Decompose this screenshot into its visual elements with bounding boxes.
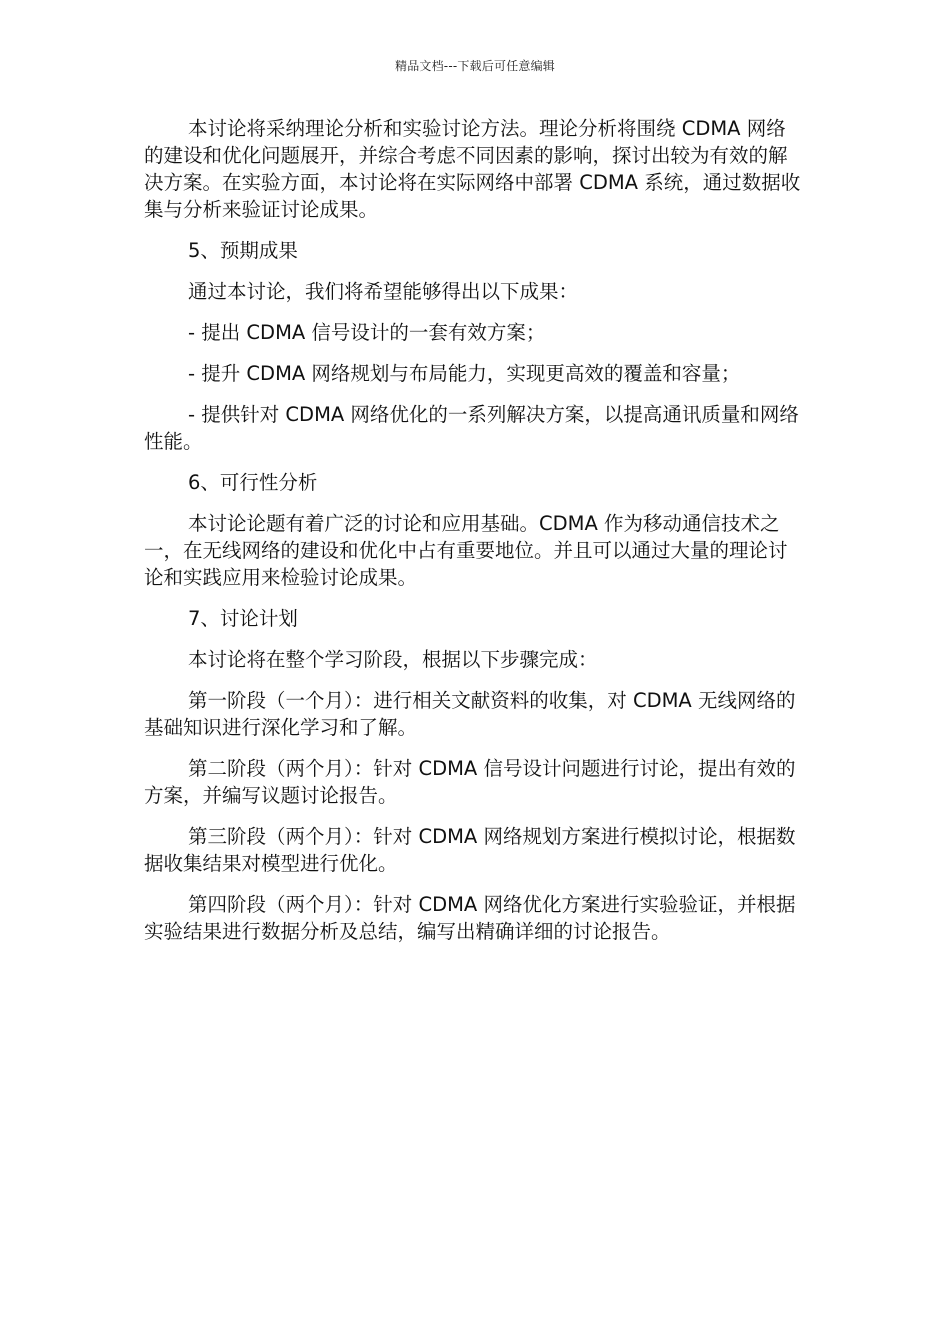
paragraph-results-intro: 通过本讨论，我们将希望能够得出以下成果： [188, 280, 579, 303]
plan-stage-3: 第三阶段（两个月）：针对 CDMA 网络规划方案进行模拟讨论，根据数据收集结果对模型进行优化。 [144, 825, 796, 875]
heading-feasibility: 6、可行性分析 [188, 471, 318, 494]
plan-stage-4: 第四阶段（两个月）：针对 CDMA 网络优化方案进行实验验证，并根据实验结果进行数据分析及总结，编写出精确详细的讨论报告。 [144, 893, 796, 943]
list-item-network-planning: - 提升 CDMA 网络规划与布局能力，实现更高效的覆盖和容量； [188, 362, 741, 385]
list-item-signal-design: - 提出 CDMA 信号设计的一套有效方案； [188, 321, 546, 344]
plan-stage-1: 第一阶段（一个月）：进行相关文献资料的收集，对 CDMA 无线网络的基础知识进行深化学习和了解。 [144, 689, 796, 739]
heading-expected-results: 5、预期成果 [188, 239, 298, 262]
paragraph-plan-intro: 本讨论将在整个学习阶段，根据以下步骤完成： [188, 648, 598, 671]
list-item-network-optimization: - 提供针对 CDMA 网络优化的一系列解决方案，以提高通讯质量和网络性能。 [144, 403, 799, 453]
page-header: 精品文档---下载后可任意编辑 [395, 59, 555, 73]
plan-stage-2: 第二阶段（两个月）：针对 CDMA 信号设计问题进行讨论，提出有效的方案，并编写议题讨论报告。 [144, 757, 796, 807]
paragraph-method: 本讨论将采纳理论分析和实验讨论方法。理论分析将围绕 CDMA 网络的建设和优化问题展开，并综合考虑不同因素的影响，探讨出较为有效的解决方案。在实验方面，本讨论将在实际网络中部署 CDMA 系统，通过数据收集与分析来验证讨论成果。 [144, 117, 801, 221]
heading-plan: 7、讨论计划 [188, 607, 298, 630]
document-body [144, 115, 804, 959]
paragraph-feasibility: 本讨论论题有着广泛的讨论和应用基础。CDMA 作为移动通信技术之一，在无线网络的建设和优化中占有重要地位。并且可以通过大量的理论讨论和实践应用来检验讨论成果。 [144, 512, 788, 589]
